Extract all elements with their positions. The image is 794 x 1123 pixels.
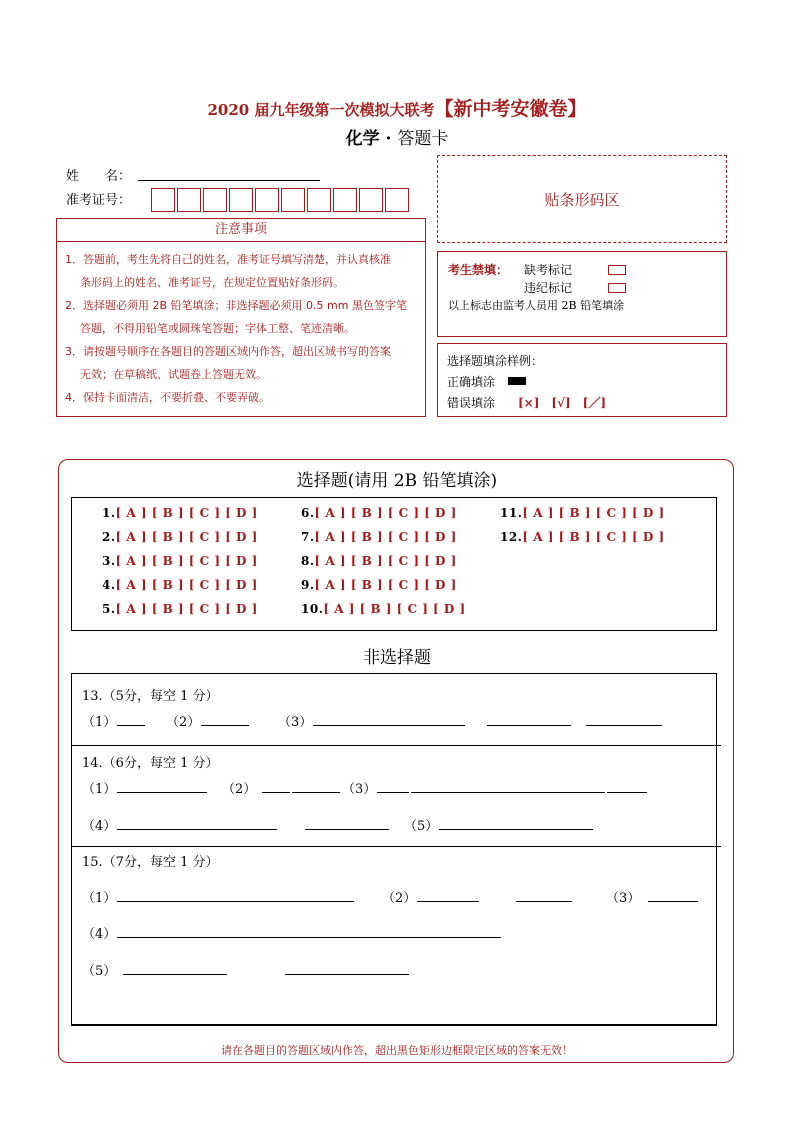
notice-title: 注意事项 — [56, 218, 426, 242]
choice-number: 6. — [301, 506, 315, 520]
q15-p2-label: （2） — [382, 891, 417, 906]
q13-p1-label: （1） — [82, 715, 117, 730]
q13-blank-1[interactable] — [117, 725, 145, 726]
choice-question-4[interactable] — [102, 578, 258, 592]
title-main: 2020 届九年级第一次模拟大联考 — [207, 101, 435, 119]
forbidden-label: 考生禁填： — [448, 263, 509, 277]
choice-options[interactable]: [ A ] [ B ] [ C ] [ D ] — [115, 578, 258, 592]
name-field[interactable] — [138, 180, 320, 181]
choice-number: 9. — [301, 578, 315, 592]
q15-blank-1[interactable] — [117, 901, 354, 902]
q14-head: 14.（6分，每空 1 分） — [82, 756, 219, 771]
notice-item-4: 4．保持卡面清洁，不要折叠、不要弄破。 — [65, 391, 270, 404]
choice-number: 10. — [301, 602, 324, 616]
divider-14-15 — [71, 846, 721, 847]
name-label: 姓 名： — [66, 169, 132, 184]
nonchoice-section-title: 非选择题 — [363, 648, 431, 668]
choice-question-5[interactable] — [102, 602, 258, 616]
footer-note: 请在各题目的答题区域内作答，超出黑色矩形边框限定区域的答案无效！ — [221, 1044, 573, 1057]
q13-blank-4[interactable] — [487, 725, 571, 726]
q13-p2-label: （2） — [166, 715, 201, 730]
q14-blank-5[interactable] — [439, 829, 593, 830]
q15-p4-label: （4） — [82, 927, 117, 942]
choice-section-title: 选择题(请用 2B 铅笔填涂) — [296, 471, 498, 491]
barcode-label: 贴条形码区 — [544, 190, 620, 209]
choice-options[interactable]: [ A ] [ B ] [ C ] [ D ] — [115, 554, 258, 568]
q13-blank-5[interactable] — [586, 725, 662, 726]
fill-sample-box — [437, 343, 727, 417]
choice-number: 12. — [500, 530, 523, 544]
title-bracket: 【新中考安徽卷】 — [434, 98, 587, 120]
q14-blank-3c[interactable] — [607, 792, 647, 793]
choice-question-9[interactable] — [301, 578, 457, 592]
q15-blank-2b[interactable] — [516, 901, 572, 902]
barcode-area — [437, 155, 727, 243]
id-digit-box[interactable] — [281, 188, 305, 212]
q14-p4-label: （4） — [82, 819, 117, 834]
id-digit-box[interactable] — [151, 188, 175, 212]
choice-number: 4. — [102, 578, 116, 592]
choice-options[interactable]: [ A ] [ B ] [ C ] [ D ] — [314, 506, 457, 520]
q13-blank-3[interactable] — [313, 725, 465, 726]
choice-question-10[interactable] — [301, 602, 466, 616]
subtitle-subject: 化学 — [345, 129, 380, 149]
id-digit-box[interactable] — [177, 188, 201, 212]
choice-question-11[interactable] — [500, 506, 665, 520]
choice-options[interactable]: [ A ] [ B ] [ C ] [ D ] — [115, 602, 258, 616]
choice-question-2[interactable] — [102, 530, 258, 544]
violation-mark-box[interactable] — [608, 283, 626, 293]
id-boxes — [151, 188, 411, 212]
choice-options[interactable]: [ A ] [ B ] [ C ] [ D ] — [323, 602, 466, 616]
q14-blank-2b[interactable] — [292, 792, 340, 793]
q15-blank-5a[interactable] — [123, 974, 227, 975]
notice-item-3: 3．请按题号顺序在各题目的答题区域内作答，超出区域书写的答案 — [65, 345, 391, 358]
choice-number: 2. — [102, 530, 116, 544]
choice-question-3[interactable] — [102, 554, 258, 568]
q14-blank-3a[interactable] — [377, 792, 409, 793]
q15-blank-4[interactable] — [117, 937, 501, 938]
choice-question-12[interactable] — [500, 530, 665, 544]
choice-number: 8. — [301, 554, 315, 568]
notice-item-2: 2．选择题必须用 2B 铅笔填涂；非选择题必须用 0.5 mm 黑色签字笔 — [65, 299, 407, 312]
q15-blank-5b[interactable] — [285, 974, 409, 975]
id-digit-box[interactable] — [333, 188, 357, 212]
notice-item-1-cont: 条形码上的姓名、准考证号，在规定位置贴好条形码。 — [80, 276, 344, 289]
choice-number: 11. — [500, 506, 523, 520]
absent-label: 缺考标记 — [524, 263, 573, 277]
id-label: 准考证号： — [66, 193, 132, 208]
q15-blank-3[interactable] — [648, 901, 698, 902]
choice-options[interactable]: [ A ] [ B ] [ C ] [ D ] — [314, 578, 457, 592]
page-subtitle — [0, 124, 794, 149]
choice-question-6[interactable] — [301, 506, 457, 520]
q15-blank-2a[interactable] — [417, 901, 479, 902]
choice-number: 1. — [102, 506, 116, 520]
q14-blank-4b[interactable] — [305, 829, 389, 830]
q14-blank-4a[interactable] — [117, 829, 277, 830]
choice-options[interactable]: [ A ] [ B ] [ C ] [ D ] — [314, 554, 457, 568]
notice-item-1: 1．答题前，考生先将自己的姓名，准考证号填写清楚，并认真核准 — [65, 253, 391, 266]
q13-p3-label: （3） — [278, 715, 313, 730]
sample-wrong-marks: [×] [√] [／] — [518, 396, 607, 410]
id-digit-box[interactable] — [203, 188, 227, 212]
choice-question-1[interactable] — [102, 506, 258, 520]
id-digit-box[interactable] — [385, 188, 409, 212]
subtitle-sep: · — [385, 129, 392, 149]
q14-p1-label: （1） — [82, 782, 117, 797]
choice-number: 5. — [102, 602, 116, 616]
page-title — [0, 94, 794, 121]
q13-head: 13.（5分，每空 1 分） — [82, 689, 219, 704]
id-digit-box[interactable] — [255, 188, 279, 212]
forbidden-note: 以上标志由监考人员用 2B 铅笔填涂 — [448, 299, 625, 312]
choice-options[interactable]: [ A ] [ B ] [ C ] [ D ] — [522, 530, 665, 544]
divider-13-14 — [71, 745, 721, 746]
choice-options[interactable]: [ A ] [ B ] [ C ] [ D ] — [522, 506, 665, 520]
q15-p1-label: （1） — [82, 891, 117, 906]
forbidden-box — [437, 251, 727, 337]
q13-blank-2[interactable] — [201, 725, 249, 726]
notice-item-3-cont: 无效；在草稿纸、试题卷上答题无效。 — [80, 368, 267, 381]
absent-mark-box[interactable] — [608, 265, 626, 275]
sample-wrong-label: 错误填涂 — [447, 396, 496, 410]
q14-blank-1[interactable] — [117, 792, 207, 793]
id-digit-box[interactable] — [359, 188, 383, 212]
notice-item-2-cont: 答题，不得用铅笔或圆珠笔答题；字体工整、笔迹清晰。 — [80, 322, 355, 335]
notice-body — [56, 242, 426, 417]
q15-p5-label: （5） — [82, 964, 117, 979]
choice-question-7[interactable] — [301, 530, 457, 544]
choice-number: 3. — [102, 554, 116, 568]
q14-blank-3b[interactable] — [411, 792, 605, 793]
violation-label: 违纪标记 — [524, 281, 573, 295]
q15-p3-label: （3） — [606, 891, 641, 906]
choice-number: 7. — [301, 530, 315, 544]
choice-options[interactable]: [ A ] [ B ] [ C ] [ D ] — [115, 506, 258, 520]
q14-p5-label: （5） — [404, 819, 439, 834]
q14-p2-label: （2） — [222, 782, 257, 797]
q15-head: 15.（7分，每空 1 分） — [82, 855, 219, 870]
id-digit-box[interactable] — [229, 188, 253, 212]
q14-blank-2a[interactable] — [262, 792, 290, 793]
subtitle-rest: 答题卡 — [397, 129, 449, 149]
sample-correct-label: 正确填涂 — [447, 375, 496, 389]
id-digit-box[interactable] — [307, 188, 331, 212]
choice-options[interactable]: [ A ] [ B ] [ C ] [ D ] — [115, 530, 258, 544]
choice-options[interactable]: [ A ] [ B ] [ C ] [ D ] — [314, 530, 457, 544]
sample-title: 选择题填涂样例： — [447, 354, 544, 368]
correct-fill-mark — [508, 377, 526, 385]
choice-question-8[interactable] — [301, 554, 457, 568]
q14-p3-label: （3） — [342, 782, 377, 797]
